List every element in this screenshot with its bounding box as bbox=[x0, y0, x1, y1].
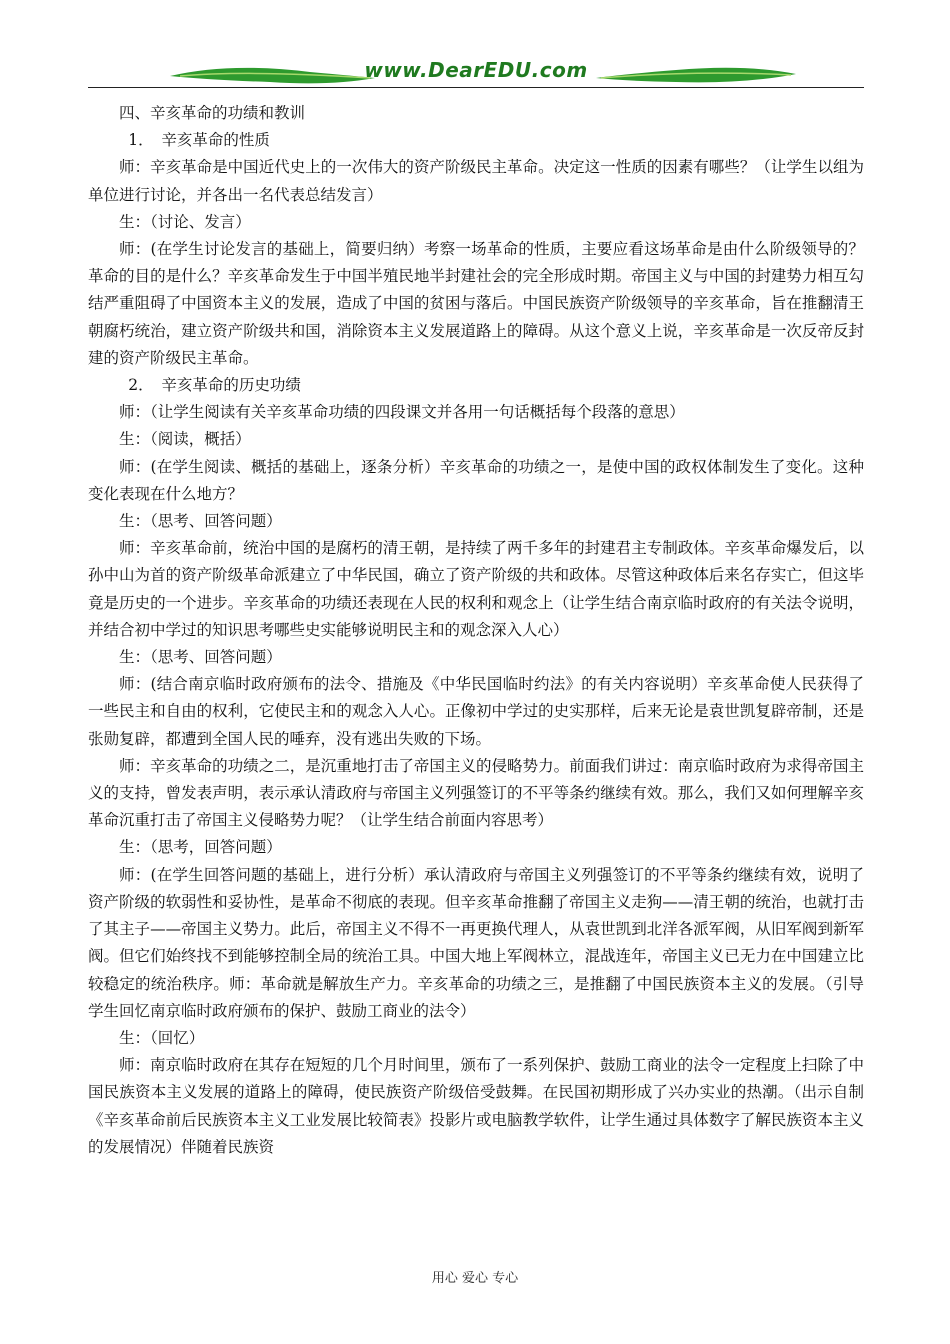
subsection-heading: 2． 辛亥革命的历史功绩 bbox=[128, 376, 301, 395]
paragraph: 生：（讨论、发言） bbox=[119, 212, 251, 231]
page-footer: 用心 爱心 专心 bbox=[431, 1271, 519, 1286]
header-rule bbox=[88, 87, 864, 88]
subsection-heading: 1． 辛亥革命的性质 bbox=[128, 131, 270, 150]
paragraph: 师：辛亥革命的功绩之二，是沉重地打击了帝国主义的侵略势力。前面我们讲过：南京临时政府为求得帝国主义的支持，曾发表声明，表示承认清政府与帝国主义列强签订的不平等条约继续有效。那么，我们又如何理解辛亥革命沉重打击了帝国主义侵略势力呢？（让学生结合前面内容思考） bbox=[88, 756, 864, 830]
paragraph: 生：（阅读，概括） bbox=[119, 430, 251, 449]
paragraph: 师：辛亥革命是中国近代史上的一次伟大的资产阶级民主革命。决定这一性质的因素有哪些？（让学生以组为单位进行讨论，并各出一名代表总结发言） bbox=[88, 158, 864, 204]
site-logo[interactable]: www.DearEDU.com bbox=[364, 58, 588, 82]
paragraph: 生：（思考，回答问题） bbox=[119, 838, 282, 857]
paragraph: 生：（思考、回答问题） bbox=[119, 512, 282, 531]
paragraph: 师：（让学生阅读有关辛亥革命功绩的四段课文并各用一句话概括每个段落的意思） bbox=[119, 403, 685, 422]
paragraph: 师：辛亥革命前，统治中国的是腐朽的清王朝，是持续了两千多年的封建君主专制政体。辛亥革命爆发后，以孙中山为首的资产阶级革命派建立了中华民国，确立了资产阶级的共和政体。尽管这种政体后来名存实亡，但这毕竟是历史的一个进步。辛亥革命的功绩还表现在人民的权利和观念上（让学生结合南京临时政府的有关法令说明，并结合初中学过的知识思考哪些史实能够说明民主和的观念深入人心） bbox=[88, 539, 864, 639]
paragraph: 师：南京临时政府在其存在短短的几个月时间里，颁布了一系列保护、鼓励工商业的法令一定程度上扫除了中国民族资本主义发展的道路上的障碍，使民族资产阶级倍受鼓舞。在民国初期形成了兴办实业的热潮。（出示自制《辛亥革命前后民族资本主义工业发展比较简表》投影片或电脑教学软件，让学生通过具体数字了解民族资本主义的发展情况）伴随着民族资 bbox=[88, 1056, 864, 1156]
section-heading: 四、辛亥革命的功绩和教训 bbox=[119, 104, 306, 122]
paragraph: 生：（思考、回答问题） bbox=[119, 648, 282, 667]
paragraph: 生：（回忆） bbox=[119, 1028, 205, 1047]
paragraph: 师：(结合南京临时政府颁布的法令、措施及《中华民国临时约法》的有关内容说明）辛亥革命使人民获得了一些民主和自由的权利，它使民主和的观念入人心。正像初中学过的史实那样，后来无论是袁世凯复辟帝制，还是张勋复辟，都遭到全国人民的唾弃，没有逃出失败的下场。 bbox=[88, 675, 864, 748]
paragraph: 师：(在学生讨论发言的基础上，简要归纳）考察一场革命的性质，主要应看这场革命是由什么阶级领导的？革命的目的是什么？辛亥革命发生于中国半殖民地半封建社会的完全形成时期。帝国主义与中国的封建势力相互勾结严重阻碍了中国资本主义的发展，造成了中国的贫困与落后。中国民族资产阶级领导的辛亥革命，旨在推翻清王朝腐朽统治，建立资产阶级共和国，消除资本主义发展道路上的障碍。从这个意义上说，辛亥革命是一次反帝反封建的资产阶级民主革命。 bbox=[88, 240, 864, 367]
paragraph: 师：(在学生回答问题的基础上，进行分析）承认清政府与帝国主义列强签订的不平等条约继续有效，说明了资产阶级的软弱性和妥协性，是革命不彻底的表现。但辛亥革命推翻了帝国主义走狗——清王朝的统治，也就打击了其主子——帝国主义势力。此后，帝国主义不得不一再更换代理人，从袁世凯到北洋各派军阀，从旧军阀到新军阀。但它们始终找不到能够控制全局的统治工具。中国大地上军阀林立，混战连年，帝国主义已无力在中国建立比较稳定的统治秩序。师：革命就是解放生产力。辛亥革命的功绩之三，是推翻了中国民族资本主义的发展。（引导学生回忆南京临时政府颁布的保护、鼓励工商业的法令） bbox=[88, 865, 864, 1020]
document-body bbox=[88, 100, 864, 1161]
right-leaf-decoration bbox=[596, 64, 796, 86]
paragraph: 师：(在学生阅读、概括的基础上，逐条分析）辛亥革命的功绩之一，是使中国的政权体制发生了变化。这种变化表现在什么地方？ bbox=[88, 457, 864, 503]
page-header bbox=[88, 56, 864, 92]
